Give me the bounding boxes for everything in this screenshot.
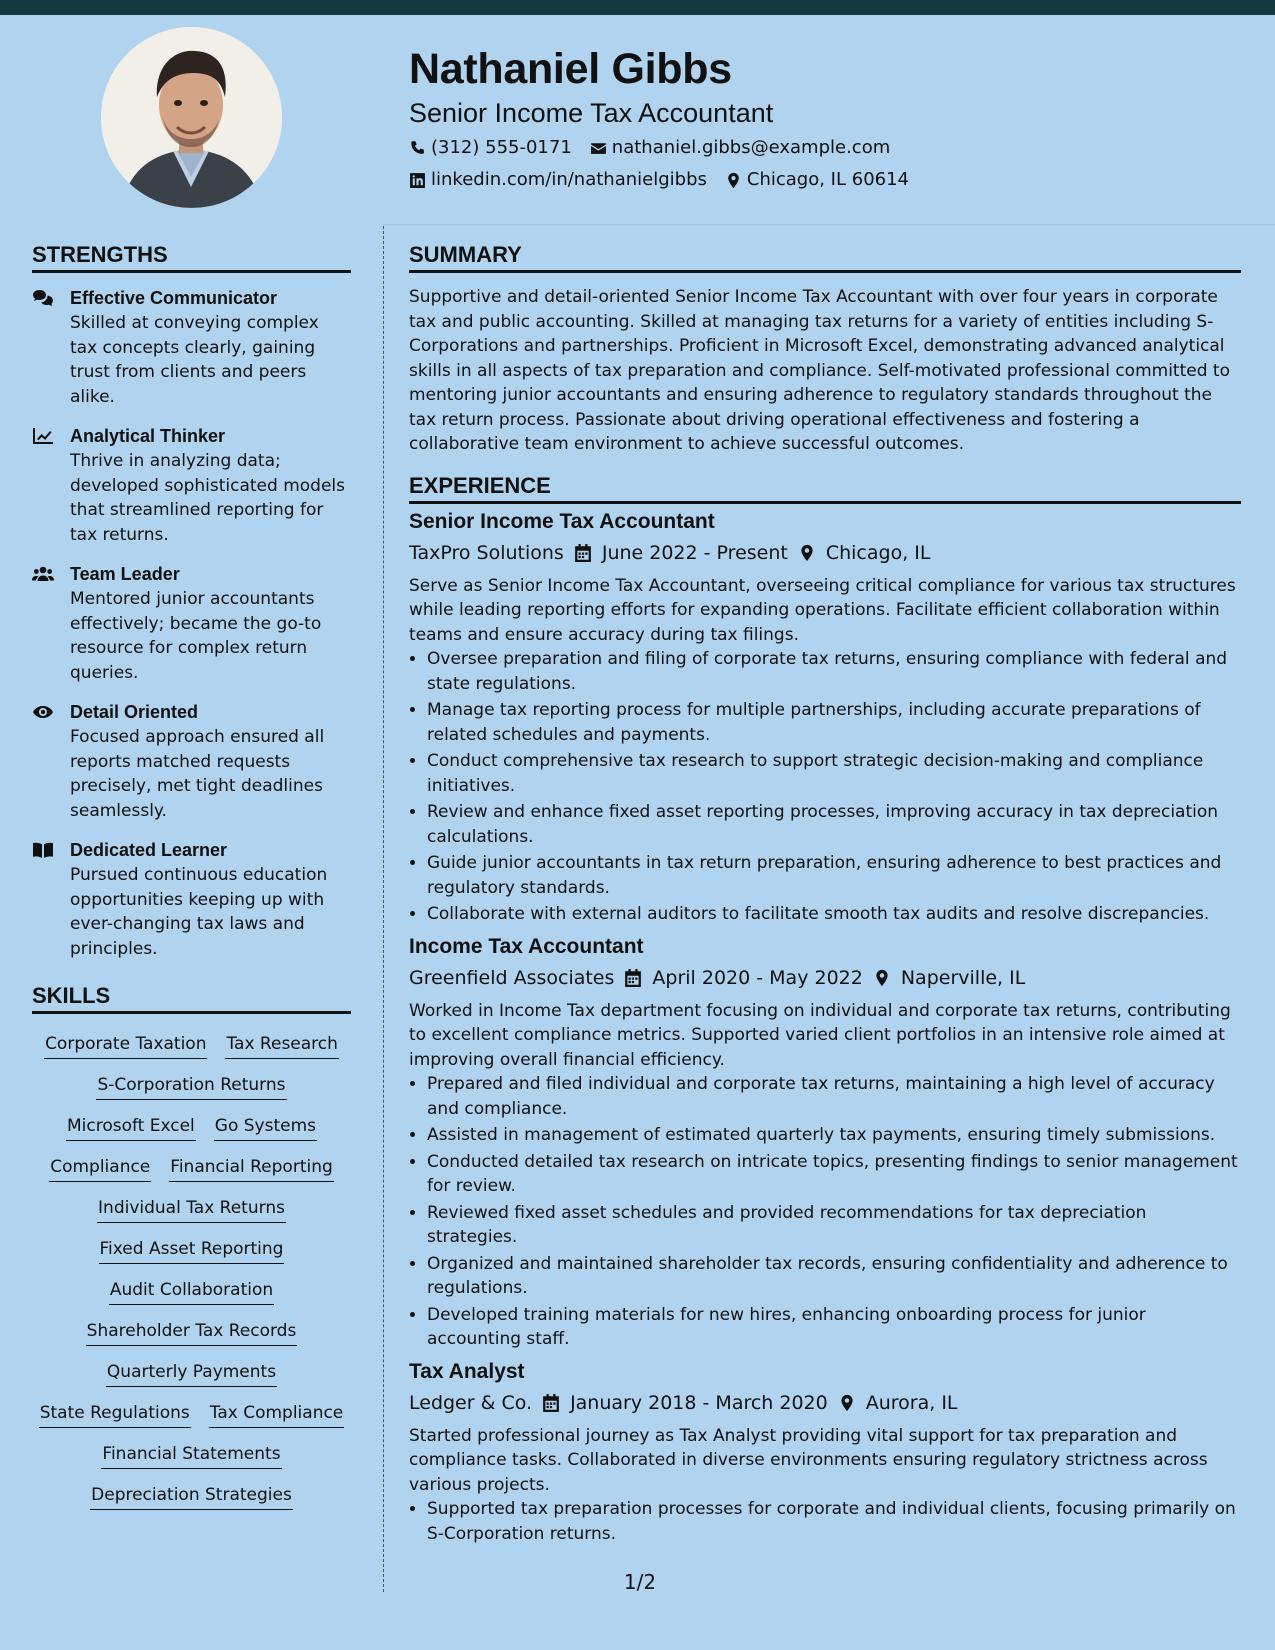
strength-item xyxy=(32,285,351,409)
column-divider xyxy=(383,226,384,1592)
job-entry xyxy=(409,508,1241,927)
job-meta xyxy=(409,961,1241,995)
job-bullet: • Manage tax reporting process for multiple partnerships, including accurate preparations of related schedules and payments. xyxy=(427,698,1241,747)
job-entry xyxy=(409,933,1241,1352)
phone-contact xyxy=(409,132,572,164)
phone-icon xyxy=(409,140,426,157)
job-entry xyxy=(409,1358,1241,1547)
comments-icon xyxy=(32,289,54,307)
location-contact xyxy=(725,164,909,196)
linkedin-contact[interactable] xyxy=(409,164,707,196)
job-bullets xyxy=(409,1072,1241,1352)
strength-desc: Thrive in analyzing data; developed sophisticated models that streamlined reporting for tax returns. xyxy=(70,451,346,545)
calendar-icon xyxy=(542,1394,560,1412)
skill-tag: Shareholder Tax Records xyxy=(86,1317,298,1346)
job-bullet: • Reviewed fixed asset schedules and provided recommendations for tax depreciation strategies. xyxy=(427,1201,1241,1250)
top-accent-bar xyxy=(0,0,1275,15)
job-bullet: • Review and enhance fixed asset reporting processes, improving accuracy in tax depreciation calculations. xyxy=(427,800,1241,849)
skill-tag: Compliance xyxy=(49,1153,151,1182)
job-description: Worked in Income Tax department focusing on individual and corporate tax returns, contributing to excellent compliance metrics. Supported varied client portfolios in an intensive role aimed at improving overall financial efficiency. xyxy=(409,1000,1231,1070)
skill-tag: Corporate Taxation xyxy=(44,1030,207,1059)
job-dates: April 2020 - May 2022 xyxy=(652,966,863,989)
job-bullet: • Collaborate with external auditors to facilitate smooth tax audits and resolve discrepancies. xyxy=(427,902,1241,927)
job-bullets xyxy=(409,647,1241,927)
job-title: Income Tax Accountant xyxy=(409,934,644,958)
main-column xyxy=(409,240,1241,1548)
job-bullet: • Oversee preparation and filing of corporate tax returns, ensuring compliance with federal and state regulations. xyxy=(427,647,1241,696)
resume-header xyxy=(409,42,1249,196)
job-dates: June 2022 - Present xyxy=(601,541,788,564)
job-description: Serve as Senior Income Tax Accountant, overseeing critical compliance for various tax structures while leading reporting efforts for expanding operations. Facilitate efficient collaboration within teams and ensure accuracy during tax filings. xyxy=(409,575,1236,645)
contact-row-2 xyxy=(409,164,1249,196)
skill-tag: Financial Reporting xyxy=(169,1153,334,1182)
job-title: Senior Income Tax Accountant xyxy=(409,509,715,533)
skill-tag: State Regulations xyxy=(39,1399,191,1428)
skill-tag: Go Systems xyxy=(214,1112,317,1141)
experience-heading: EXPERIENCE xyxy=(409,471,1241,504)
skill-tag: Individual Tax Returns xyxy=(97,1194,286,1223)
job-description: Started professional journey as Tax Analyst providing vital support for tax preparation and compliance tasks. Collaborated in diverse environments ensuring regulatory strictness across various projects. xyxy=(409,1425,1208,1495)
strength-title: Team Leader xyxy=(70,564,180,584)
job-bullet: • Assisted in management of estimated quarterly tax payments, ensuring timely submissions. xyxy=(427,1123,1241,1148)
job-location: Naperville, IL xyxy=(900,966,1026,989)
skill-tag: Microsoft Excel xyxy=(66,1112,196,1141)
job-meta xyxy=(409,536,1241,570)
skills-list xyxy=(32,1026,351,1510)
job-title: Tax Analyst xyxy=(409,1359,525,1383)
phone-text: (312) 555-0171 xyxy=(431,137,572,158)
eye-icon xyxy=(32,703,54,721)
users-icon xyxy=(32,565,54,583)
strength-title: Detail Oriented xyxy=(70,702,199,722)
strength-title: Effective Communicator xyxy=(70,288,278,308)
summary-text: Supportive and detail-oriented Senior Income Tax Accountant with over four years in corporate tax and public accounting. Skilled at managing tax returns for a variety of entities including S-Corporations and partnerships. Proficient in Microsoft Excel, demonstrating advanced analytical skills in all aspects of tax preparation and compliance. Self-motivated professional committed to mentoring junior accountants and ensuring adherence to regulatory standards throughout the tax return process. Passionate about driving operational effectiveness and fostering a collaborative team environment to achieve successful outcomes. xyxy=(409,287,1230,454)
strengths-heading: STRENGTHS xyxy=(32,240,351,273)
linkedin-icon xyxy=(409,172,426,189)
job-bullet: • Organized and maintained shareholder tax records, ensuring confidentiality and adherence to regulations. xyxy=(427,1252,1241,1301)
sidebar xyxy=(32,240,351,1510)
strength-item xyxy=(32,423,351,547)
skills-heading: SKILLS xyxy=(32,981,351,1014)
job-bullet: • Supported tax preparation processes for corporate and individual clients, focusing primarily on S-Corporation returns. xyxy=(427,1497,1241,1546)
skill-tag: Financial Statements xyxy=(101,1440,281,1469)
email-text: nathaniel.gibbs@example.com xyxy=(611,137,891,158)
map-pin-icon xyxy=(798,544,816,562)
candidate-role: Senior Income Tax Accountant xyxy=(409,98,774,128)
envelope-icon xyxy=(590,140,607,157)
location-text: Chicago, IL 60614 xyxy=(746,169,909,190)
company-name: Ledger & Co. xyxy=(409,1391,533,1414)
strength-desc: Skilled at conveying complex tax concepts clearly, gaining trust from clients and peers alike. xyxy=(70,313,319,407)
candidate-name: Nathaniel Gibbs xyxy=(409,45,732,93)
job-bullet: • Prepared and filed individual and corporate tax returns, maintaining a high level of accuracy and compliance. xyxy=(427,1072,1241,1121)
linkedin-text: linkedin.com/in/nathanielgibbs xyxy=(431,169,707,190)
job-bullet: • Guide junior accountants in tax return preparation, ensuring adherence to best practices and regulatory standards. xyxy=(427,851,1241,900)
calendar-icon xyxy=(624,969,642,987)
job-location: Chicago, IL xyxy=(825,541,931,564)
chart-line-icon xyxy=(32,427,54,445)
header-divider xyxy=(383,224,1275,225)
strength-item xyxy=(32,699,351,823)
map-pin-icon xyxy=(838,1394,856,1412)
skill-tag: Tax Research xyxy=(225,1030,338,1059)
job-bullet: • Conduct comprehensive tax research to support strategic decision-making and compliance initiatives. xyxy=(427,749,1241,798)
skill-tag: Fixed Asset Reporting xyxy=(99,1235,285,1264)
book-open-icon xyxy=(32,841,54,859)
job-meta xyxy=(409,1386,1241,1420)
calendar-icon xyxy=(574,544,592,562)
strength-title: Dedicated Learner xyxy=(70,840,228,860)
strength-item xyxy=(32,561,351,685)
strength-desc: Focused approach ensured all reports matched requests precisely, met tight deadlines seamlessly. xyxy=(70,727,325,821)
email-contact[interactable] xyxy=(590,132,890,164)
skill-tag: Tax Compliance xyxy=(209,1399,345,1428)
skill-tag: Quarterly Payments xyxy=(106,1358,277,1387)
job-location: Aurora, IL xyxy=(865,1391,958,1414)
map-pin-icon xyxy=(725,172,742,189)
skill-tag: Audit Collaboration xyxy=(109,1276,274,1305)
job-dates: January 2018 - March 2020 xyxy=(570,1391,828,1414)
strength-item xyxy=(32,837,351,961)
job-bullet: • Developed training materials for new hires, enhancing onboarding process for junior accounting staff. xyxy=(427,1303,1241,1352)
strength-title: Analytical Thinker xyxy=(70,426,226,446)
strength-desc: Mentored junior accountants effectively; became the go-to resource for complex return queries. xyxy=(70,589,322,683)
strength-desc: Pursued continuous education opportunities keeping up with ever-changing tax laws and principles. xyxy=(70,865,328,959)
summary-heading: SUMMARY xyxy=(409,240,1241,273)
map-pin-icon xyxy=(873,969,891,987)
profile-photo xyxy=(101,27,282,208)
skill-tag: Depreciation Strategies xyxy=(90,1481,293,1510)
company-name: Greenfield Associates xyxy=(409,966,615,989)
skill-tag: S-Corporation Returns xyxy=(96,1071,286,1100)
company-name: TaxPro Solutions xyxy=(409,541,564,564)
page-number: 1/2 xyxy=(623,1570,657,1594)
contact-row-1 xyxy=(409,132,1249,164)
job-bullets xyxy=(409,1497,1241,1546)
job-bullet: • Conducted detailed tax research on intricate topics, presenting findings to senior management for review. xyxy=(427,1150,1241,1199)
